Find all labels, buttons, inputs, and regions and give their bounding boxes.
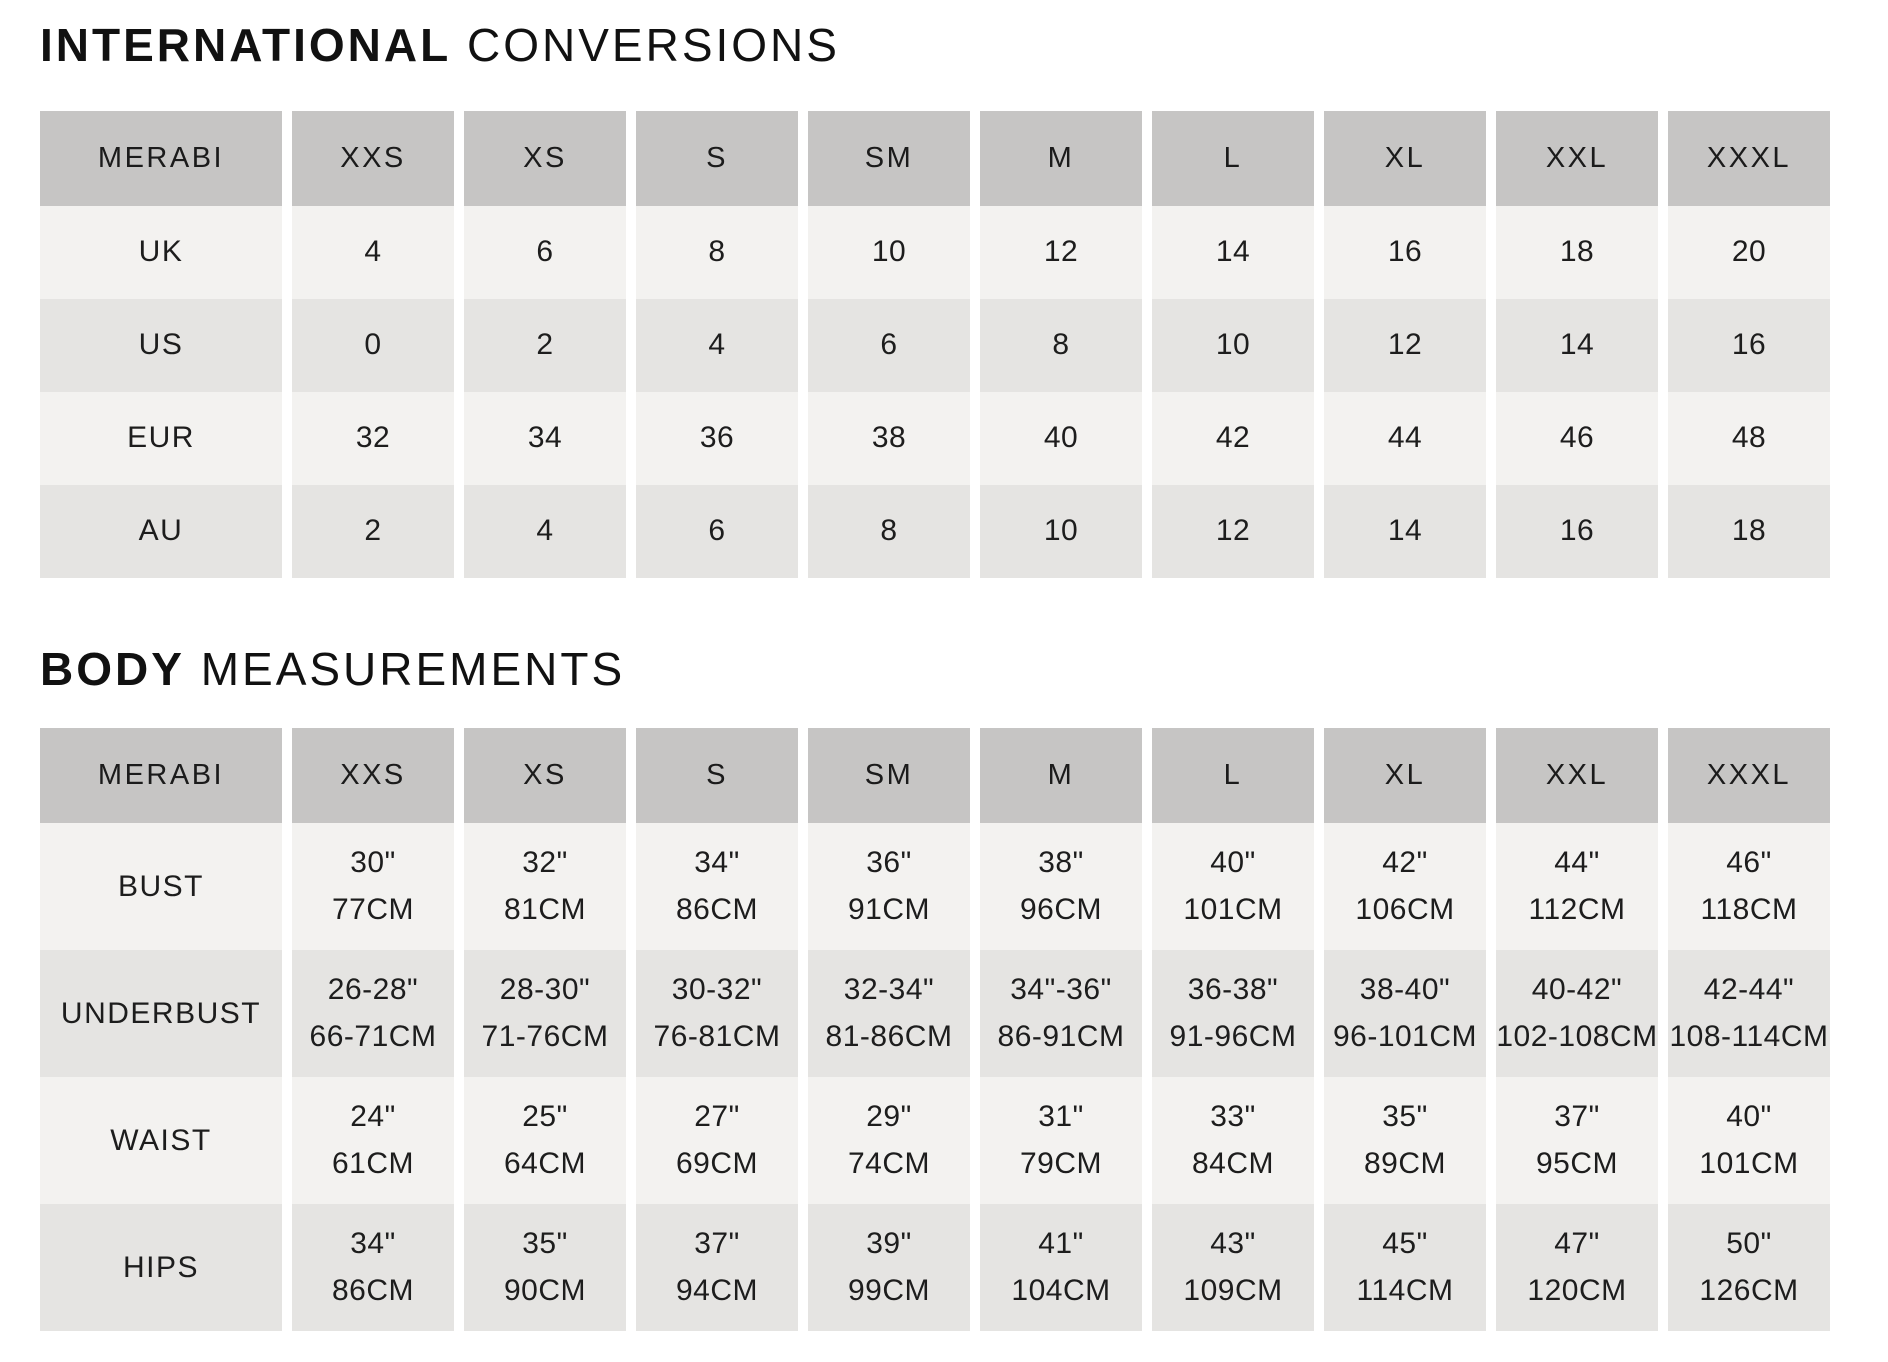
- row-label-cell: AU: [40, 485, 282, 578]
- section-international-conversions: [0, 20, 1888, 578]
- value-cell: [292, 823, 454, 950]
- value-cm: 91-96CM: [1169, 1019, 1297, 1053]
- value-cm: 81CM: [503, 892, 587, 926]
- value-cell: [1152, 823, 1314, 950]
- table-row: [40, 823, 1830, 950]
- value-cell: 46: [1496, 392, 1658, 485]
- value-cell: [1668, 823, 1830, 950]
- value-cm: 86-91CM: [997, 1019, 1125, 1053]
- value-cell: 12: [1152, 485, 1314, 578]
- size-header-cell: L: [1152, 111, 1314, 206]
- value-cm: 109CM: [1183, 1273, 1283, 1307]
- value-cm: 104CM: [1011, 1273, 1111, 1307]
- size-header-cell: XXXL: [1668, 111, 1830, 206]
- table-row: [40, 1204, 1830, 1331]
- value-inches: 35": [1382, 1100, 1428, 1134]
- value-inches: 42-44": [1703, 973, 1795, 1007]
- value-cm: 106CM: [1355, 892, 1455, 926]
- value-cell: [464, 950, 626, 1077]
- brand-header-cell: MERABI: [40, 111, 282, 206]
- row-label-cell: UNDERBUST: [40, 950, 282, 1077]
- value-cm: 114CM: [1356, 1273, 1454, 1307]
- value-inches: 24": [350, 1100, 396, 1134]
- table-row: [40, 950, 1830, 1077]
- value-inches: 50": [1726, 1227, 1772, 1261]
- section-body-measurements: [0, 644, 1888, 1332]
- value-cm: 61CM: [331, 1146, 415, 1180]
- table-row: [40, 1077, 1830, 1204]
- value-cell: [636, 950, 798, 1077]
- value-inches: 30": [350, 846, 396, 880]
- value-inches: 47": [1554, 1227, 1600, 1261]
- size-header-cell: S: [636, 111, 798, 206]
- value-cell: 2: [464, 299, 626, 392]
- value-cell: [1668, 950, 1830, 1077]
- value-cell: 12: [1324, 299, 1486, 392]
- value-cell: [1324, 1204, 1486, 1331]
- value-cell: [1152, 1077, 1314, 1204]
- size-header-cell: XXS: [292, 111, 454, 206]
- value-cm: 120CM: [1527, 1273, 1627, 1307]
- value-cm: 84CM: [1191, 1146, 1275, 1180]
- value-inches: 28-30": [499, 973, 591, 1007]
- value-inches: 42": [1382, 846, 1428, 880]
- value-cm: 96-101CM: [1332, 1019, 1478, 1053]
- body-measurements-table: [30, 728, 1840, 1331]
- value-cell: 48: [1668, 392, 1830, 485]
- value-cell: 6: [464, 206, 626, 299]
- value-inches: 34"-36": [1010, 973, 1112, 1007]
- value-cell: 18: [1496, 206, 1658, 299]
- value-inches: 32": [522, 846, 568, 880]
- value-inches: 38-40": [1359, 973, 1451, 1007]
- row-label-cell: HIPS: [40, 1204, 282, 1331]
- section-title-bold: INTERNATIONAL: [40, 19, 452, 71]
- value-cell: 0: [292, 299, 454, 392]
- header-row: [40, 728, 1830, 823]
- value-inches: 40": [1210, 846, 1256, 880]
- size-header-cell: XS: [464, 111, 626, 206]
- value-inches: 33": [1210, 1100, 1256, 1134]
- value-inches: 30-32": [671, 973, 763, 1007]
- value-inches: 32-34": [843, 973, 935, 1007]
- value-cell: 4: [636, 299, 798, 392]
- value-cell: 20: [1668, 206, 1830, 299]
- value-cm: 101CM: [1699, 1146, 1799, 1180]
- value-cell: [1152, 950, 1314, 1077]
- value-cell: [636, 823, 798, 950]
- value-cell: [1496, 950, 1658, 1077]
- value-cell: [1496, 1077, 1658, 1204]
- value-cell: 16: [1324, 206, 1486, 299]
- value-cm: 95CM: [1535, 1146, 1619, 1180]
- value-cell: [808, 950, 970, 1077]
- value-cm: 126CM: [1699, 1273, 1799, 1307]
- value-inches: 40": [1726, 1100, 1772, 1134]
- value-cm: 112CM: [1528, 892, 1626, 926]
- value-cm: 89CM: [1363, 1146, 1447, 1180]
- value-inches: 43": [1210, 1227, 1256, 1261]
- value-cell: [636, 1204, 798, 1331]
- header-row: [40, 111, 1830, 206]
- value-cm: 101CM: [1183, 892, 1283, 926]
- value-cell: 8: [808, 485, 970, 578]
- value-cell: [1668, 1204, 1830, 1331]
- value-cell: [980, 950, 1142, 1077]
- value-cell: [1496, 823, 1658, 950]
- value-cell: 12: [980, 206, 1142, 299]
- value-cm: 86CM: [331, 1273, 415, 1307]
- value-cell: [464, 1204, 626, 1331]
- section-title-body-measurements: [40, 644, 1888, 695]
- value-inches: 37": [1554, 1100, 1600, 1134]
- value-cell: [292, 1077, 454, 1204]
- value-cell: 32: [292, 392, 454, 485]
- table-row: [40, 485, 1830, 578]
- size-header-cell: L: [1152, 728, 1314, 823]
- size-header-cell: SM: [808, 728, 970, 823]
- value-inches: 38": [1038, 846, 1084, 880]
- value-cm: 90CM: [503, 1273, 587, 1307]
- value-cell: [980, 823, 1142, 950]
- value-cm: 81-86CM: [825, 1019, 953, 1053]
- value-cell: [1324, 823, 1486, 950]
- value-inches: 29": [866, 1100, 912, 1134]
- value-cell: 6: [636, 485, 798, 578]
- value-inches: 31": [1038, 1100, 1084, 1134]
- value-cm: 94CM: [675, 1273, 759, 1307]
- value-cell: 8: [636, 206, 798, 299]
- value-inches: 39": [866, 1227, 912, 1261]
- value-cell: 42: [1152, 392, 1314, 485]
- value-cell: [808, 1204, 970, 1331]
- value-cm: 66-71CM: [309, 1019, 437, 1053]
- value-cell: [1496, 1204, 1658, 1331]
- value-cm: 91CM: [847, 892, 931, 926]
- value-cell: [980, 1204, 1142, 1331]
- row-label-cell: WAIST: [40, 1077, 282, 1204]
- value-cell: [980, 1077, 1142, 1204]
- value-cell: 10: [980, 485, 1142, 578]
- row-label-cell: UK: [40, 206, 282, 299]
- section-title-bold: BODY: [40, 642, 185, 695]
- value-cm: 77CM: [331, 892, 415, 926]
- value-cell: [808, 1077, 970, 1204]
- value-cell: 36: [636, 392, 798, 485]
- value-cell: 18: [1668, 485, 1830, 578]
- value-cell: [1668, 1077, 1830, 1204]
- value-inches: 45": [1382, 1227, 1428, 1261]
- size-header-cell: XXL: [1496, 728, 1658, 823]
- value-inches: 34": [350, 1227, 396, 1261]
- value-cm: 76-81CM: [653, 1019, 781, 1053]
- size-header-cell: M: [980, 111, 1142, 206]
- value-cm: 96CM: [1019, 892, 1103, 926]
- value-cell: 14: [1496, 299, 1658, 392]
- value-inches: 26-28": [327, 973, 419, 1007]
- value-cell: [808, 823, 970, 950]
- value-cell: 14: [1324, 485, 1486, 578]
- value-inches: 34": [694, 846, 740, 880]
- value-cm: 64CM: [503, 1146, 587, 1180]
- size-header-cell: XXS: [292, 728, 454, 823]
- value-inches: 37": [694, 1227, 740, 1261]
- value-cell: 34: [464, 392, 626, 485]
- size-header-cell: XL: [1324, 728, 1486, 823]
- value-cm: 108-114CM: [1669, 1019, 1829, 1053]
- value-cell: 40: [980, 392, 1142, 485]
- section-title-international-conversions: [40, 20, 1888, 71]
- value-cell: 14: [1152, 206, 1314, 299]
- value-cell: [636, 1077, 798, 1204]
- size-guide: [0, 20, 1888, 1331]
- value-cell: 4: [464, 485, 626, 578]
- value-inches: 27": [694, 1100, 740, 1134]
- section-title-rest: MEASUREMENTS: [200, 642, 626, 695]
- row-label-cell: BUST: [40, 823, 282, 950]
- value-cell: 16: [1496, 485, 1658, 578]
- value-cell: 44: [1324, 392, 1486, 485]
- value-cell: [1324, 1077, 1486, 1204]
- value-cell: [464, 1077, 626, 1204]
- value-cell: [292, 1204, 454, 1331]
- value-cm: 118CM: [1700, 892, 1798, 926]
- value-inches: 46": [1726, 846, 1772, 880]
- value-cell: 10: [1152, 299, 1314, 392]
- row-label-cell: EUR: [40, 392, 282, 485]
- value-inches: 44": [1554, 846, 1600, 880]
- value-cell: 6: [808, 299, 970, 392]
- value-cell: 8: [980, 299, 1142, 392]
- value-inches: 41": [1038, 1227, 1084, 1261]
- table-row: [40, 392, 1830, 485]
- value-cm: 79CM: [1019, 1146, 1103, 1180]
- value-inches: 40-42": [1531, 973, 1623, 1007]
- value-cm: 86CM: [675, 892, 759, 926]
- value-cm: 71-76CM: [481, 1019, 609, 1053]
- value-cell: 38: [808, 392, 970, 485]
- value-cm: 99CM: [847, 1273, 931, 1307]
- table-row: [40, 206, 1830, 299]
- size-header-cell: SM: [808, 111, 970, 206]
- brand-header-cell: MERABI: [40, 728, 282, 823]
- size-header-cell: XXL: [1496, 111, 1658, 206]
- value-inches: 36-38": [1187, 973, 1279, 1007]
- size-header-cell: XL: [1324, 111, 1486, 206]
- size-header-cell: M: [980, 728, 1142, 823]
- value-cm: 69CM: [675, 1146, 759, 1180]
- value-cell: 10: [808, 206, 970, 299]
- value-inches: 35": [522, 1227, 568, 1261]
- international-conversions-table: [30, 111, 1840, 578]
- value-cell: 2: [292, 485, 454, 578]
- value-cell: [1152, 1204, 1314, 1331]
- value-inches: 36": [866, 846, 912, 880]
- size-header-cell: S: [636, 728, 798, 823]
- value-cm: 74CM: [847, 1146, 931, 1180]
- size-header-cell: XS: [464, 728, 626, 823]
- value-cell: 4: [292, 206, 454, 299]
- table-row: [40, 299, 1830, 392]
- row-label-cell: US: [40, 299, 282, 392]
- value-cm: 102-108CM: [1496, 1019, 1658, 1053]
- value-cell: [292, 950, 454, 1077]
- size-header-cell: XXXL: [1668, 728, 1830, 823]
- value-inches: 25": [522, 1100, 568, 1134]
- value-cell: [1324, 950, 1486, 1077]
- section-title-rest: CONVERSIONS: [467, 19, 840, 71]
- value-cell: [464, 823, 626, 950]
- value-cell: 16: [1668, 299, 1830, 392]
